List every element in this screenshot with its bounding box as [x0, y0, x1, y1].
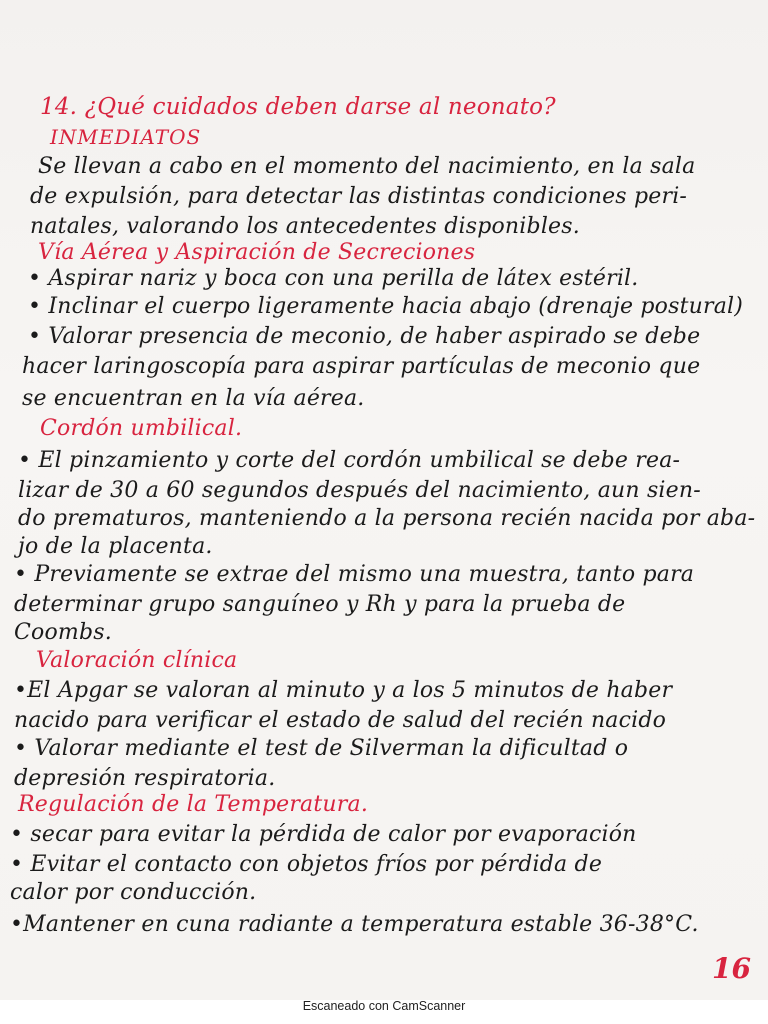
scanner-watermark: Escaneado con CamScanner [302, 999, 466, 1013]
text-line: determinar grupo sanguíneo y Rh y para la prueba de [14, 592, 626, 617]
section-heading-inmediatos: INMEDIATOS [50, 125, 202, 149]
bullet-line: • Valorar presencia de meconio, de haber aspirado se debe [28, 324, 701, 349]
section-heading-cordon: Cordón umbilical. [40, 416, 243, 441]
section-heading-valoracion: Valoración clínica [36, 648, 238, 673]
bullet-line: • Previamente se extrae del mismo una muestra, tanto para [14, 562, 695, 587]
page-number: 16 [712, 952, 751, 985]
bullet-line: •Mantener en cuna radiante a temperatura estable 36-38°C. [10, 912, 699, 937]
bullet-line: • Evitar el contacto con objetos fríos por pérdida de [10, 852, 603, 877]
text-line: Se llevan a cabo en el momento del nacimiento, en la sala [38, 154, 696, 179]
text-line: Coombs. [14, 620, 112, 645]
bullet-line: •El Apgar se valoran al minuto y a los 5 minutos de haber [14, 678, 673, 703]
section-heading-via-aerea: Vía Aérea y Aspiración de Secreciones [38, 240, 476, 265]
text-line: hacer laringoscopía para aspirar partículas de meconio que [22, 354, 701, 379]
section-heading-temperatura: Regulación de la Temperatura. [18, 792, 369, 817]
bullet-line: • El pinzamiento y corte del cordón umbilical se debe rea- [18, 448, 681, 473]
text-line: depresión respiratoria. [14, 766, 276, 791]
text-line: natales, valorando los antecedentes disponibles. [30, 214, 580, 239]
text-line: se encuentran en la vía aérea. [22, 386, 365, 411]
bullet-line: • secar para evitar la pérdida de calor por evaporación [10, 822, 637, 847]
bullet-line: • Aspirar nariz y boca con una perilla de látex estéril. [28, 266, 639, 291]
text-line: do prematuros, manteniendo a la persona recién nacida por aba- [18, 506, 756, 531]
text-line: calor por conducción. [10, 880, 257, 905]
text-line: jo de la placenta. [18, 534, 213, 559]
text-line: lizar de 30 a 60 segundos después del nacimiento, aun sien- [18, 478, 701, 503]
text-line: de expulsión, para detectar las distintas condiciones peri- [30, 184, 688, 209]
bullet-line: • Valorar mediante el test de Silverman la dificultad o [14, 736, 629, 761]
bullet-line: • Inclinar el cuerpo ligeramente hacia abajo (drenaje postural) [28, 294, 744, 319]
question-heading: 14. ¿Qué cuidados deben darse al neonato? [40, 94, 556, 120]
text-line: nacido para verificar el estado de salud del recién nacido [14, 708, 667, 733]
